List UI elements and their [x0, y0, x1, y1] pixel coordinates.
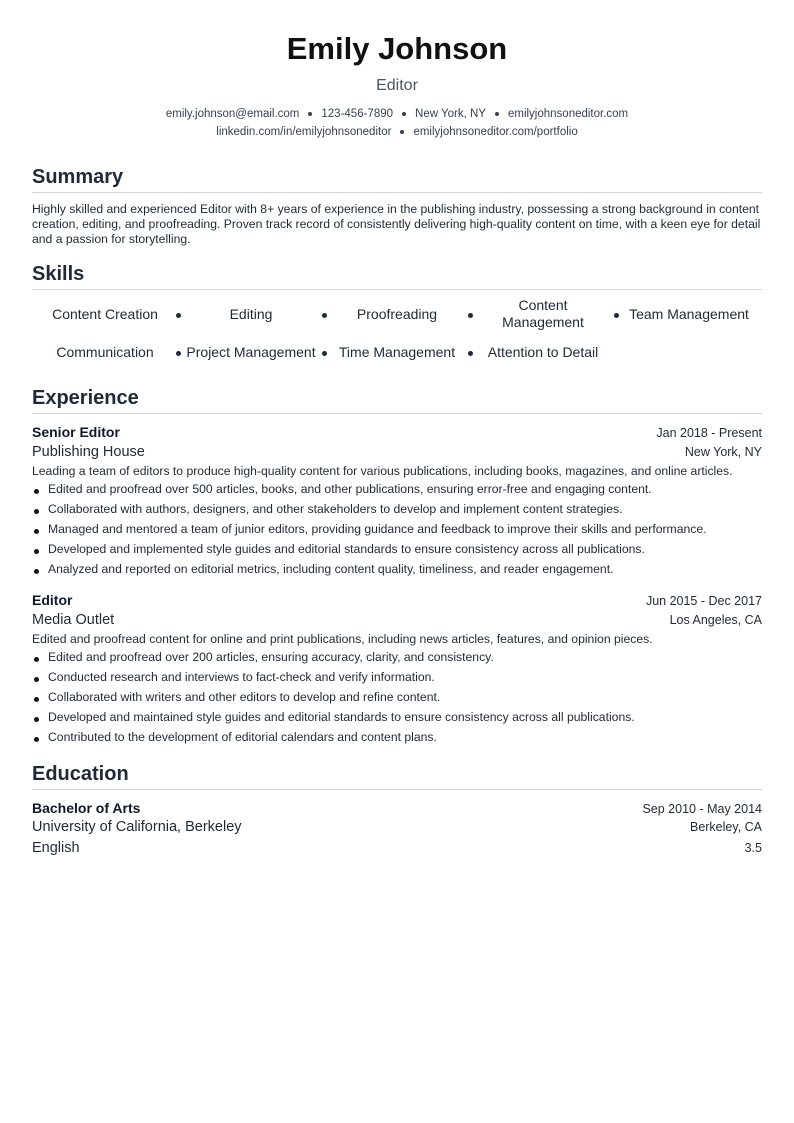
school-row: [32, 817, 762, 838]
job-description: Leading a team of editors to produce high-quality content for various publications, including books, magazines, and online articles.: [32, 464, 733, 478]
section-heading: Education: [32, 761, 762, 790]
list-item: [32, 502, 762, 517]
website-link[interactable]: emilyjohnsoneditor.com: [507, 108, 629, 120]
bullet-dot: [34, 489, 39, 494]
degree-row: [32, 799, 762, 817]
candidate-name: Emily Johnson: [286, 31, 508, 66]
bullet-dot: [34, 657, 39, 662]
gpa-value: 3.5: [744, 841, 762, 855]
skill-label: Project Management: [186, 343, 316, 360]
separator-dot: [308, 112, 312, 116]
skill-item: [324, 297, 470, 331]
bullet-dot: [34, 509, 39, 514]
resume-header: [32, 30, 762, 141]
experience-entry: [32, 591, 762, 745]
list-item-text: Collaborated with writers and other editors to develop and refine content.: [48, 690, 441, 704]
separator-dot: [495, 112, 499, 116]
job-company-row: [32, 609, 762, 631]
bullet-dot: [34, 697, 39, 702]
list-item: [32, 710, 762, 725]
email-link[interactable]: emily.johnson@email.com: [165, 108, 300, 120]
bullet-dot: [34, 737, 39, 742]
skill-item: [470, 335, 616, 369]
portfolio-link[interactable]: emilyjohnsoneditor.com/portfolio: [413, 126, 578, 138]
bullet-dot: [34, 529, 39, 534]
contact-info: [32, 105, 762, 141]
linkedin-link[interactable]: linkedin.com/in/emilyjohnsoneditor: [216, 126, 392, 138]
skill-label: Communication: [56, 343, 154, 360]
skill-label: Attention to Detail: [487, 343, 599, 360]
section-heading: Skills: [32, 261, 762, 290]
job-dates: Jun 2015 - Dec 2017: [645, 594, 762, 608]
list-item: [32, 522, 762, 537]
field-of-study: English: [32, 840, 80, 856]
job-dates: Jan 2018 - Present: [656, 426, 762, 440]
job-title: Editor: [32, 592, 73, 608]
bullet-dot: [34, 569, 39, 574]
experience-entry: [32, 423, 762, 577]
list-item: [32, 562, 762, 577]
skill-item: [32, 297, 178, 331]
education-dates: Sep 2010 - May 2014: [642, 802, 762, 816]
skills-section: [32, 261, 762, 369]
list-item: [32, 670, 762, 685]
school-name: University of California, Berkeley: [32, 819, 242, 835]
summary-text: Highly skilled and experienced Editor with 8+ years of experience in the publishing industry, possessing a strong background in content creation, editing, and proofreading. Proven track record of consistently delivering high-quality content on time, with a keen eye for detail and a passion for storytelling.: [32, 202, 761, 246]
skills-list: [32, 297, 762, 369]
list-item-text: Managed and mentored a team of junior editors, providing guidance and feedback to improve their skills and performance.: [48, 522, 707, 536]
list-item: [32, 482, 762, 497]
job-location: New York, NY: [684, 445, 762, 459]
list-item-text: Conducted research and interviews to fact-check and verify information.: [48, 670, 435, 684]
section-heading: Summary: [32, 164, 762, 193]
list-item: [32, 542, 762, 557]
list-item-text: Developed and implemented style guides and editorial standards to ensure consistency across all publications.: [48, 542, 645, 556]
job-title: Senior Editor: [32, 424, 120, 440]
skill-item: [32, 335, 178, 369]
company-name: Publishing House: [32, 444, 145, 460]
skill-label: Content Management: [502, 297, 584, 330]
list-item: [32, 690, 762, 705]
school-location: Berkeley, CA: [689, 820, 762, 834]
skill-label: Time Management: [338, 343, 456, 360]
phone-text: 123-456-7890: [321, 108, 394, 120]
degree-name: Bachelor of Arts: [32, 800, 141, 816]
skill-item: [324, 335, 470, 369]
candidate-title: Editor: [376, 77, 418, 94]
location-text: New York, NY: [415, 108, 486, 120]
summary-section: [32, 164, 762, 247]
job-description: Edited and proofread content for online and print publications, including news articles, features, and opinion pieces.: [32, 632, 653, 646]
achievement-list: [32, 482, 762, 577]
experience-section: [32, 385, 762, 745]
contact-row-2: [32, 123, 762, 141]
skill-label: Content Creation: [52, 305, 158, 322]
list-item-text: Edited and proofread over 500 articles, books, and other publications, ensuring error-free and engaging content.: [48, 482, 652, 496]
skill-item: [470, 297, 616, 331]
list-item: [32, 650, 762, 665]
job-header-row: [32, 591, 762, 609]
bullet-dot: [34, 677, 39, 682]
education-entry: [32, 799, 762, 859]
skill-item: [178, 335, 324, 369]
job-company-row: [32, 441, 762, 463]
job-location: Los Angeles, CA: [669, 613, 762, 627]
bullet-dot: [34, 717, 39, 722]
skill-item: [178, 297, 324, 331]
job-header-row: [32, 423, 762, 441]
list-item-text: Collaborated with authors, designers, and other stakeholders to develop and implement content strategies.: [48, 502, 623, 516]
contact-row-1: [32, 105, 762, 123]
education-section: [32, 761, 762, 859]
skill-label: Team Management: [629, 305, 749, 322]
list-item-text: Analyzed and reported on editorial metrics, including content quality, timeliness, and reader engagement.: [48, 562, 614, 576]
list-item-text: Developed and maintained style guides and editorial standards to ensure consistency across all publications.: [48, 710, 635, 724]
separator-dot: [402, 112, 406, 116]
list-item-text: Contributed to the development of editorial calendars and content plans.: [48, 730, 437, 744]
list-item: [32, 730, 762, 745]
bullet-dot: [34, 549, 39, 554]
field-row: [32, 838, 762, 859]
achievement-list: [32, 650, 762, 745]
separator-dot: [400, 130, 404, 134]
section-heading: Experience: [32, 385, 762, 414]
skill-label: Proofreading: [356, 305, 438, 322]
skill-item: [616, 297, 762, 331]
company-name: Media Outlet: [32, 612, 115, 628]
skill-label: Editing: [229, 305, 273, 322]
list-item-text: Edited and proofread over 200 articles, ensuring accuracy, clarity, and consistency.: [48, 650, 494, 664]
